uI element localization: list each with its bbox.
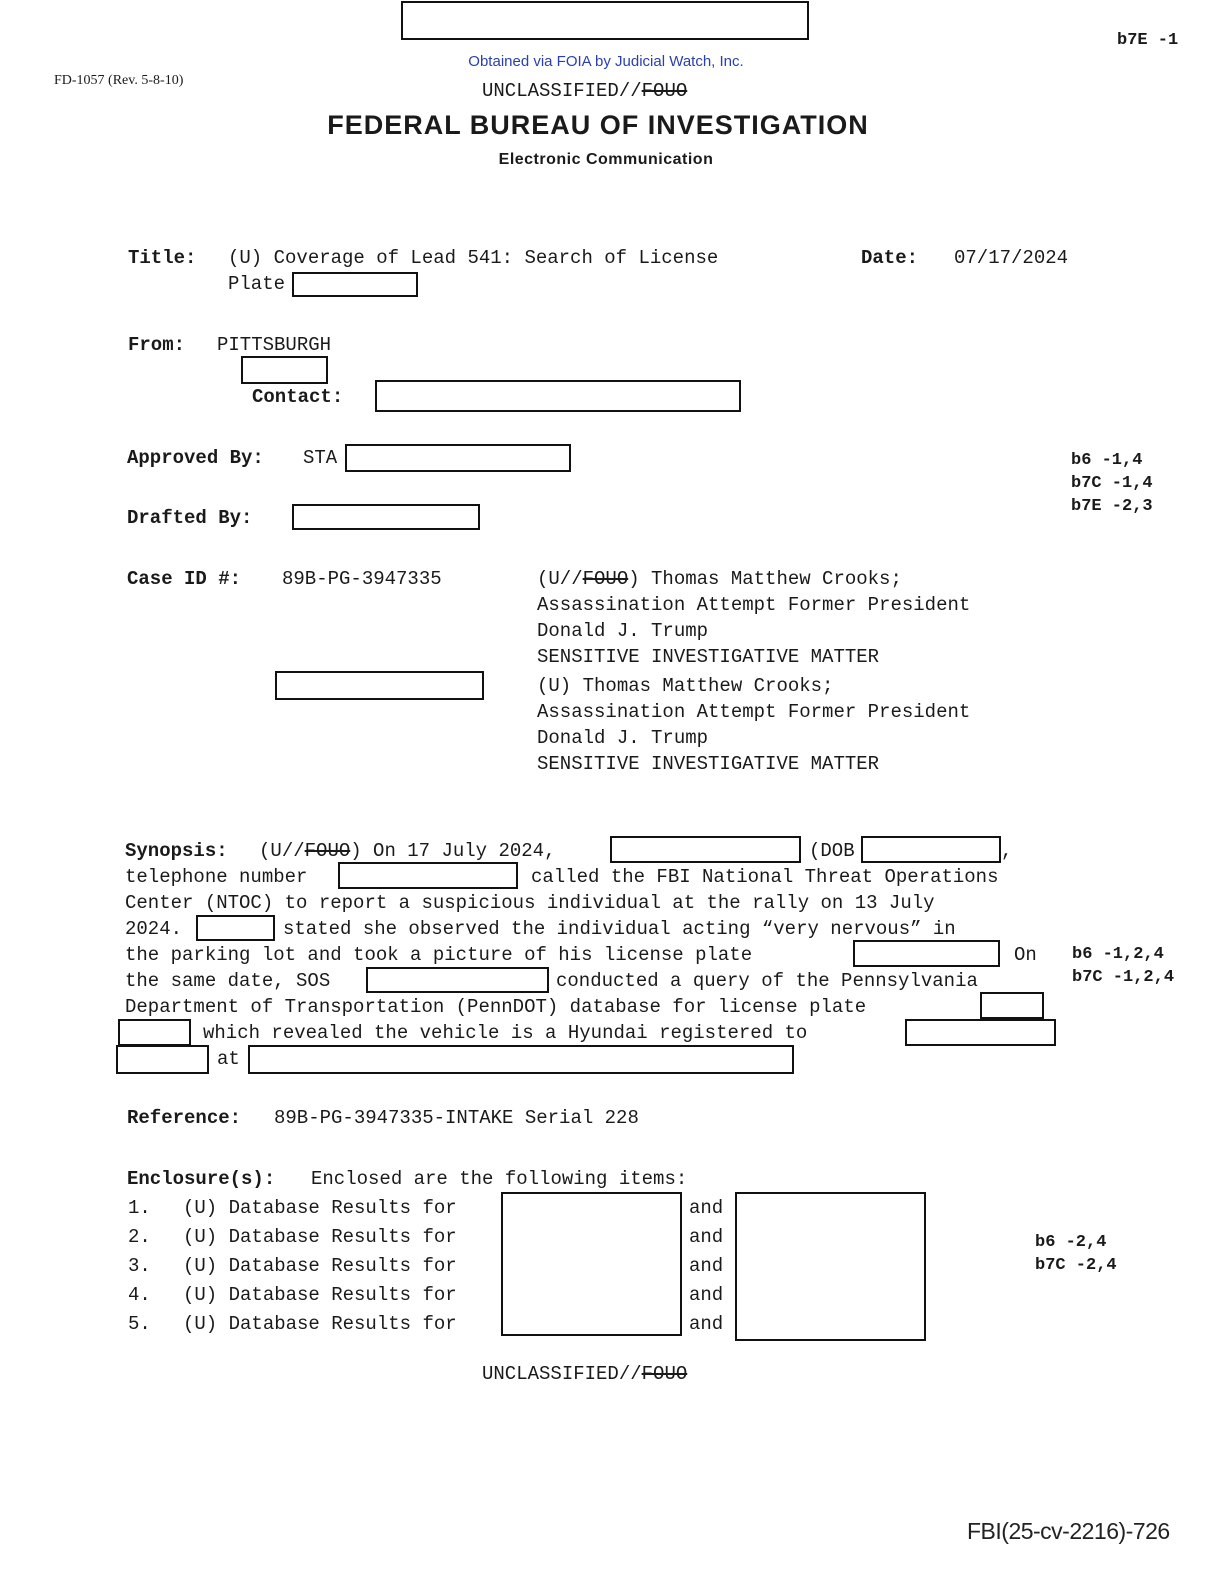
enclosure-text: (U) Database Results for [183,1226,457,1248]
exemption-code: b6 -1,2,4 [1072,945,1164,964]
synopsis-text: ) On 17 July 2024, [350,840,556,862]
enclosure-and: and [689,1255,724,1277]
exemption-code: b7C -1,2,4 [1072,968,1175,987]
foia-source-note: Obtained via FOIA by Judicial Watch, Inc. [468,53,744,70]
case-caption-prefix: (U// [537,568,583,590]
date-value: 07/17/2024 [954,247,1069,269]
synopsis-line-6b: conducted a query of the Pennsylvania [556,970,978,992]
synopsis-label: Synopsis: [125,840,228,862]
exemption-code: b7C -1,4 [1071,474,1153,493]
synopsis-line-6a: the same date, SOS [125,970,331,992]
classification-struck: FOUO [641,80,688,102]
case-caption-line: Donald J. Trump [537,727,709,749]
synopsis-line-8: which revealed the vehicle is a Hyundai registered to [203,1022,808,1044]
case-caption-line: Donald J. Trump [537,620,709,642]
synopsis-line-1 [125,838,555,864]
phone-redaction [338,862,518,889]
reference-label: Reference: [127,1107,242,1129]
exemption-block-3 [1035,1231,1117,1277]
enclosure-and: and [689,1284,724,1306]
exemption-code: b7C -2,4 [1035,1256,1117,1275]
case-caption-line: SENSITIVE INVESTIGATIVE MATTER [537,646,880,668]
dob-label: (DOB [809,840,855,862]
enclosure-number: 3. [128,1255,151,1277]
case-caption-subject: ) Thomas Matthew Crooks; [628,568,902,590]
classification-prefix: UNCLASSIFIED// [482,80,642,102]
enclosure-text: (U) Database Results for [183,1197,457,1219]
bates-number: FBI(25-cv-2216)-726 [967,1518,1170,1544]
top-redaction-box [401,1,809,40]
approved-by-label: Approved By: [127,447,264,469]
synopsis-line-2a: telephone number [125,866,308,888]
case-id-label: Case ID #: [127,568,242,590]
exemption-code: b6 -2,4 [1035,1233,1107,1252]
enclosure-subject-redaction-b [735,1192,926,1341]
top-exemption-code: b7E -1 [1117,31,1179,50]
case-caption-2 [537,673,970,777]
exemption-code: b7E -2,3 [1071,497,1153,516]
classification-banner-top [482,80,687,102]
registrant-redaction-a [905,1019,1056,1046]
enclosure-text: (U) Database Results for [183,1313,457,1335]
enclosure-number: 1. [128,1197,151,1219]
case-caption-struck: FOUO [582,568,629,590]
from-subunit-redaction [241,356,328,384]
enclosure-number: 4. [128,1284,151,1306]
registrant-redaction-b [116,1045,209,1074]
enclosures-label: Enclosure(s): [127,1168,276,1190]
classification-prefix: UNCLASSIFIED// [482,1363,642,1385]
case-id-value: 89B-PG-3947335 [282,568,442,590]
case-caption-first-line [537,566,970,592]
enclosure-number: 2. [128,1226,151,1248]
license-plate-redaction [853,940,1000,967]
enclosures-intro: Enclosed are the following items: [311,1168,688,1190]
plate-query-redaction-a [980,992,1044,1019]
title-label: Title: [128,247,197,269]
from-value: PITTSBURGH [217,334,332,356]
agency-title: FEDERAL BUREAU OF INVESTIGATION [327,110,869,140]
synopsis-line-2b: called the FBI National Threat Operations [531,866,999,888]
title-line-1: (U) Coverage of Lead 541: Search of License [228,247,719,269]
sos-name-redaction [366,967,549,993]
enclosure-and: and [689,1197,724,1219]
address-redaction [248,1045,794,1074]
classification-struck: FOUO [641,1363,688,1385]
classification-banner-bottom [482,1363,687,1385]
synopsis-line-5b: On [1014,944,1037,966]
document-type: Electronic Communication [498,151,714,168]
case-caption-line: Assassination Attempt Former President [537,701,971,723]
reference-value: 89B-PG-3947335-INTAKE Serial 228 [274,1107,639,1129]
from-label: From: [128,334,186,356]
dob-redaction [861,836,1001,863]
enclosure-subject-redaction-a [501,1192,682,1336]
synopsis-line-4b: stated she observed the individual acting “very nervous” in [283,918,956,940]
date-label: Date: [861,247,919,269]
case-id-2-redaction [275,671,484,700]
enclosure-and: and [689,1226,724,1248]
exemption-block-1 [1071,449,1153,518]
case-caption-1 [537,566,970,670]
caller-name-redaction [610,836,801,863]
contact-label: Contact: [252,386,344,408]
form-number: FD-1057 (Rev. 5-8-10) [54,73,184,88]
synopsis-line-4a: 2024. [125,918,183,940]
enclosure-number: 5. [128,1313,151,1335]
title-line-2: Plate [228,273,286,295]
drafted-by-label: Drafted By: [127,507,253,529]
enclosure-text: (U) Database Results for [183,1284,457,1306]
synopsis-line-7: Department of Transportation (PennDOT) database for license plate [125,996,867,1018]
case-caption-line: (U) Thomas Matthew Crooks; [537,675,834,697]
approved-by-value: STA [303,447,338,469]
drafter-redaction [292,504,480,530]
case-caption-line: SENSITIVE INVESTIGATIVE MATTER [537,753,880,775]
synopsis-line-9: at [217,1048,240,1070]
synopsis-line-3: Center (NTOC) to report a suspicious individual at the rally on 13 July [125,892,935,914]
exemption-code: b6 -1,4 [1071,451,1143,470]
caller-redaction-2 [196,915,275,941]
plate-query-redaction-b [118,1019,191,1046]
contact-redaction [375,380,741,412]
synopsis-prefix: (U// [259,840,305,862]
synopsis-comma: , [1001,840,1013,862]
synopsis-struck: FOUO [304,840,351,862]
plate-redaction [292,272,418,297]
enclosure-text: (U) Database Results for [183,1255,457,1277]
exemption-block-2 [1072,943,1174,989]
synopsis-line-5a: the parking lot and took a picture of his license plate [125,944,753,966]
case-caption-line: Assassination Attempt Former President [537,594,971,616]
approver-redaction [345,444,571,472]
enclosure-and: and [689,1313,724,1335]
